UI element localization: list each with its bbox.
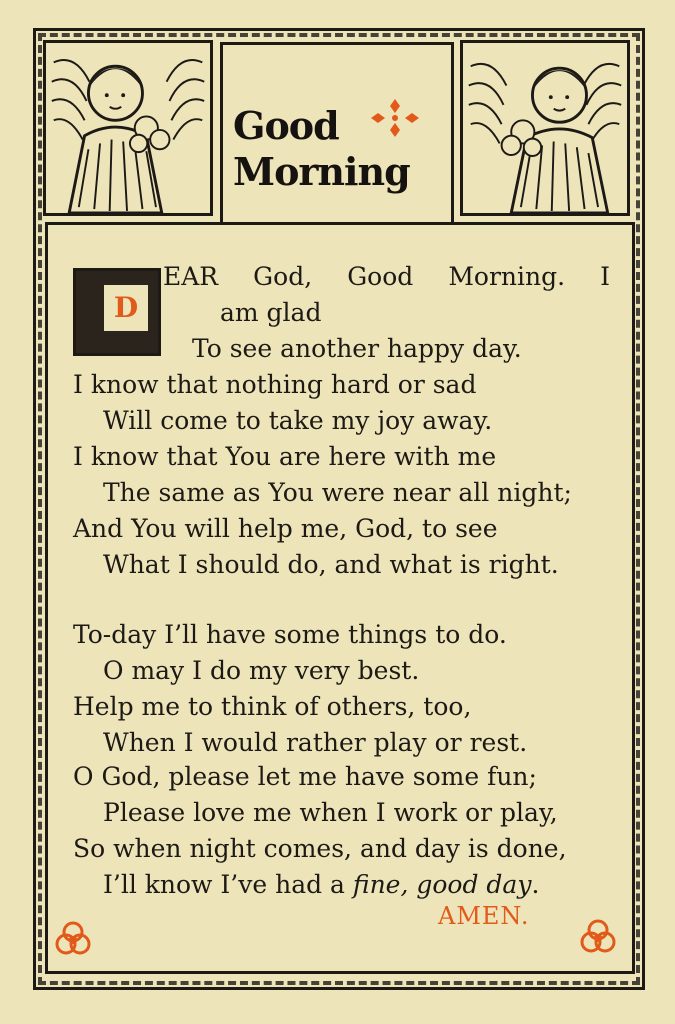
final-line-start: I’ll know I’ve had a [103,870,353,899]
poem-line: Help me to think of others, too, [73,692,472,721]
amen-text: AMEN. [438,902,530,930]
text-panel-top-rule [45,222,635,225]
poem-line: O may I do my very best. [103,656,420,685]
poem-line: I know that You are here with me [73,442,497,471]
poem-line: EAR God, Good Morning. I [163,262,610,291]
angel-illustration-left [43,40,213,216]
poem-line: What I should do, and what is right. [103,550,559,579]
poem-line: And You will help me, God, to see [73,514,498,543]
cross-ornament-icon [367,97,423,139]
drop-cap-letter: D [113,291,139,324]
final-line-end: . [531,870,540,899]
poem-line: Please love me when I work or play, [103,798,558,827]
corner-flower-icon-left [53,920,93,960]
angel-illustration-right [460,40,630,216]
title-panel [220,42,454,222]
poem-line: When I would rather play or rest. [103,728,528,757]
poem-line: To see another happy day. [192,334,522,363]
poem-line: am glad [220,298,322,327]
poem-line-final [103,870,539,900]
poem-line: I know that nothing hard or sad [73,370,477,399]
poem-line: To-day I’ll have some things to do. [73,620,507,649]
corner-flower-icon-right [578,918,618,958]
poem-line: O God, please let me have some fun; [73,762,537,791]
drop-cap-box [73,268,161,356]
poem-line: So when night comes, and day is done, [73,834,567,863]
title-morning: Morning [233,149,410,194]
drop-cap-frame [104,285,148,331]
title-good: Good [233,103,339,148]
final-line-italic: fine, good day [352,870,532,899]
poem-line: Will come to take my joy away. [103,406,493,435]
poem-line: The same as You were near all night; [103,478,572,507]
